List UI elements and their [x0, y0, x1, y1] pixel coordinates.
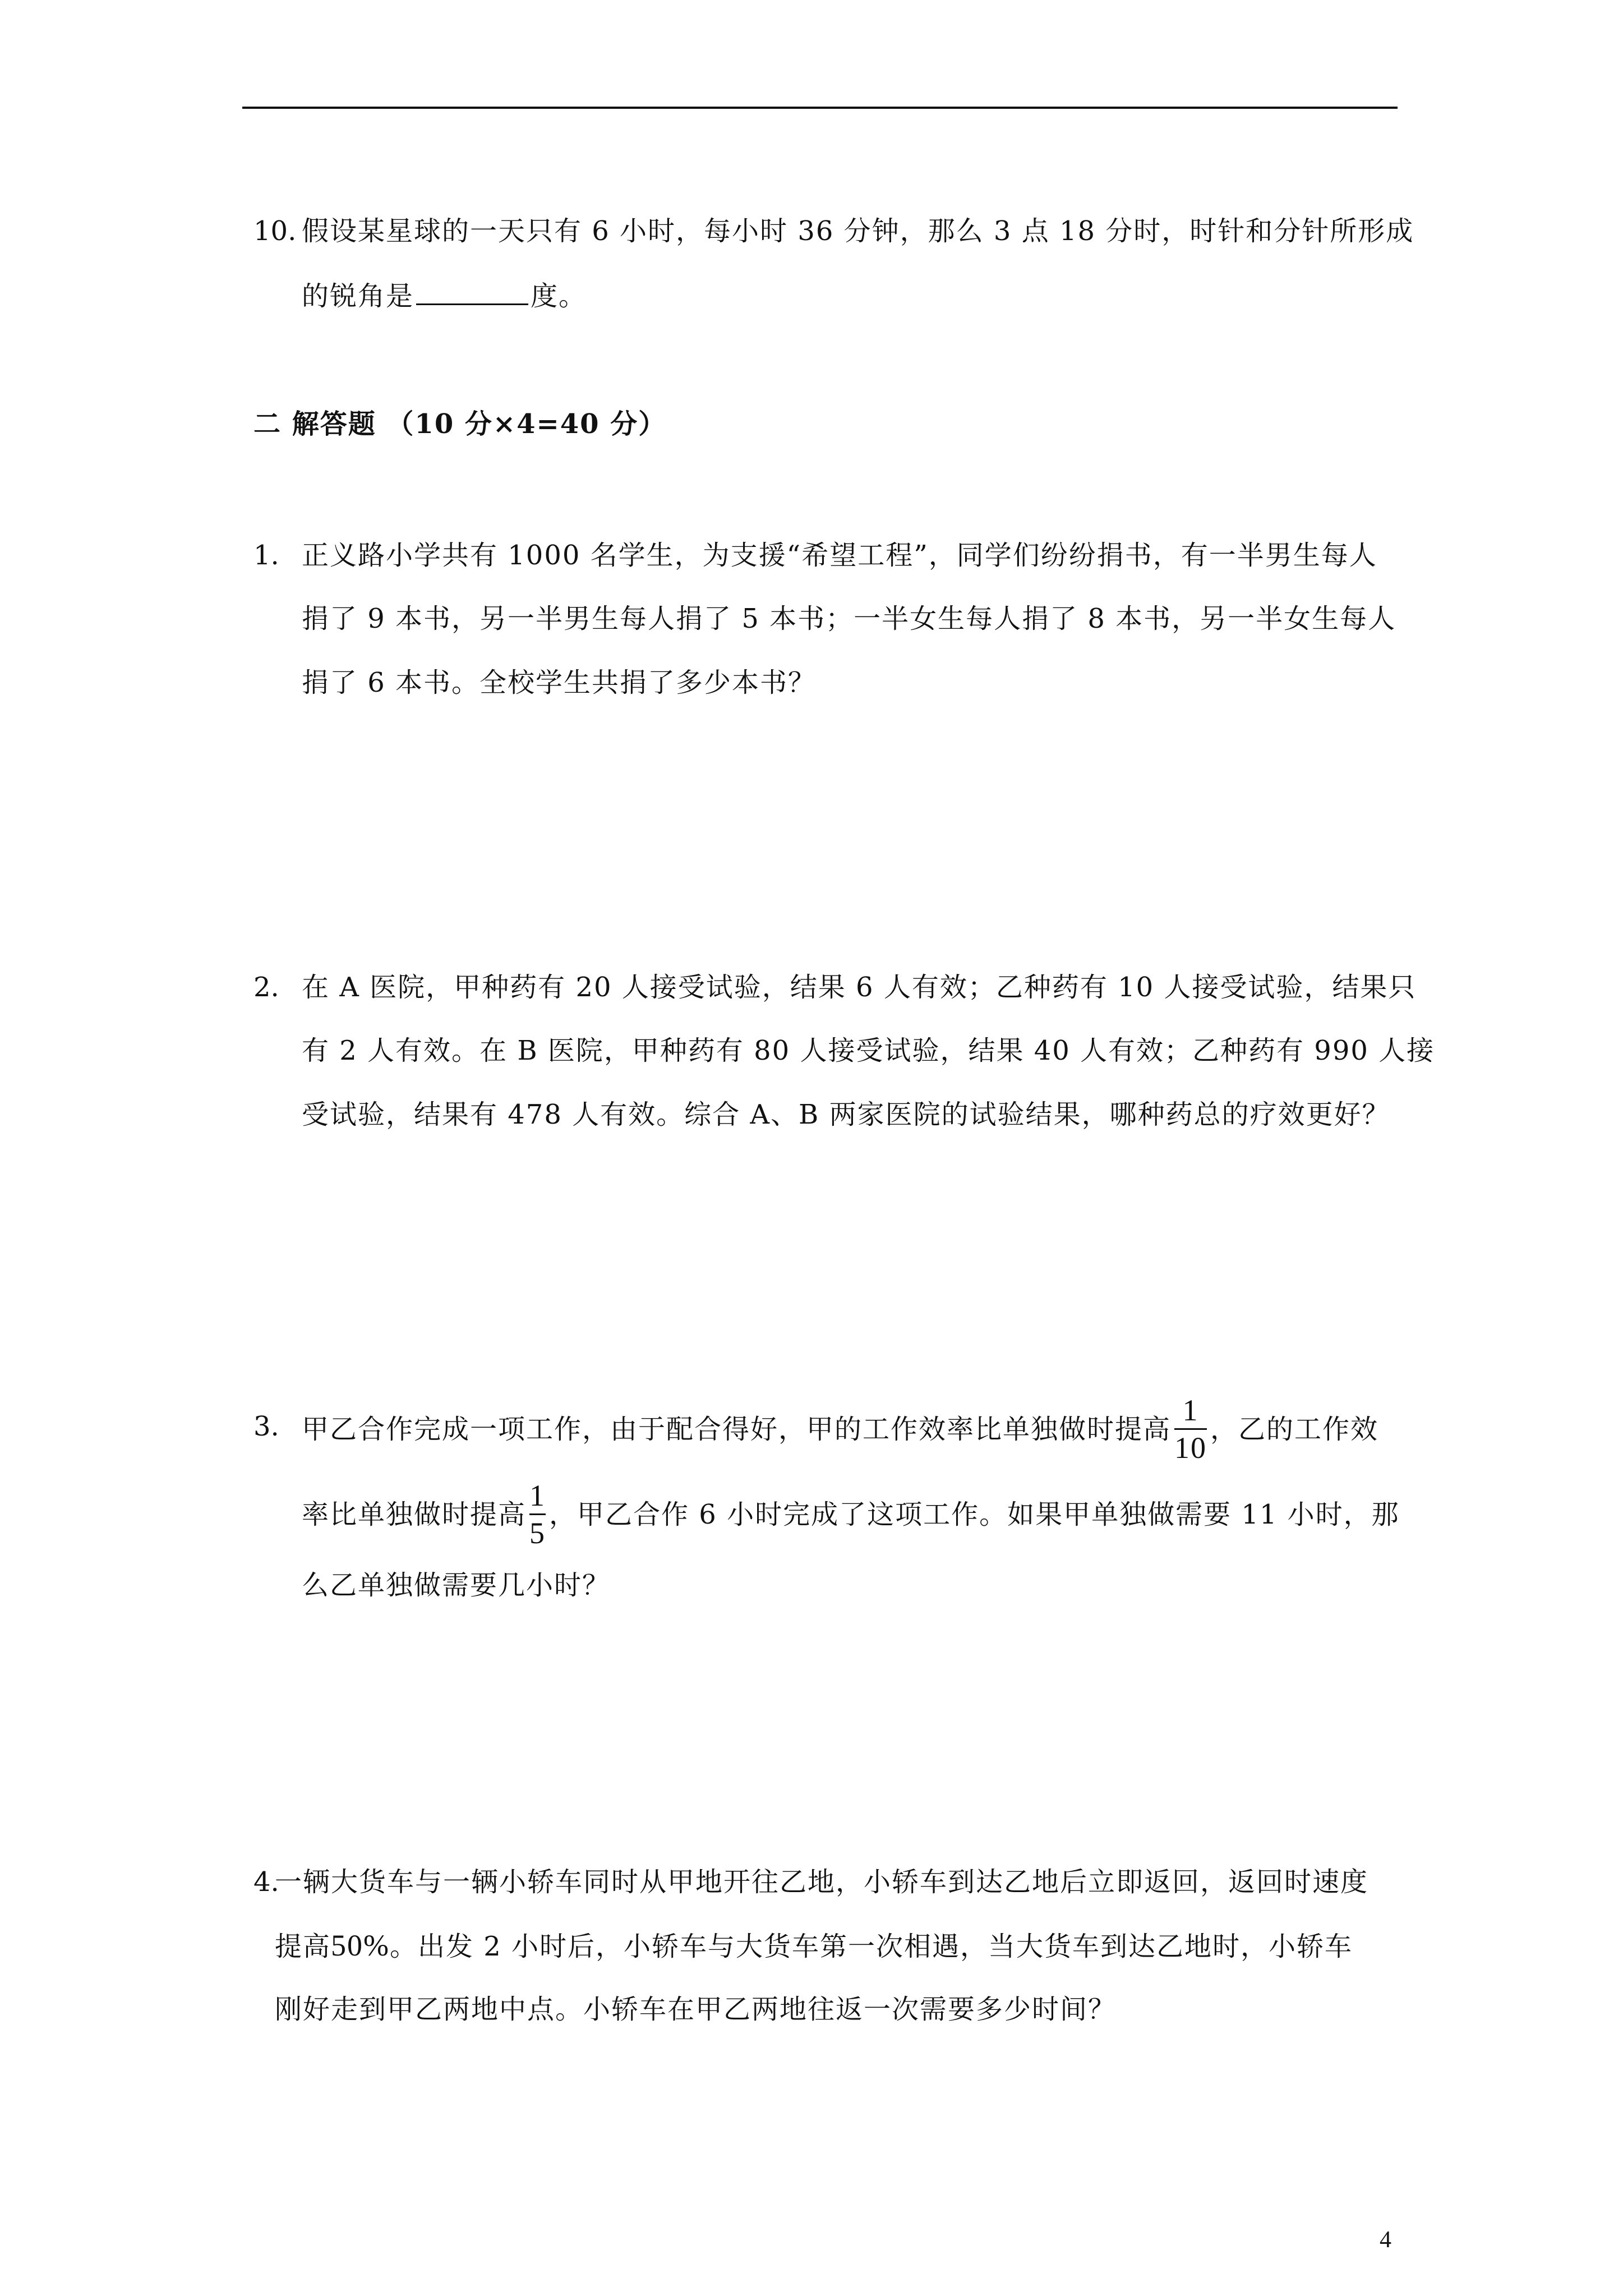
fraction-bar — [529, 1513, 546, 1515]
problem-text-line: 正义路小学共有 1000 名学生，为支援“希望工程”，同学们纷纷捐书，有一半男生每人 — [302, 540, 1377, 571]
problem-number: 3. — [253, 1411, 279, 1442]
problem-number: 1. — [253, 540, 279, 571]
question-text-line: 假设某星球的一天只有 6 小时，每小时 36 分钟，那么 3 点 18 分时，时针和分针所形成 — [302, 215, 1414, 247]
fraction: $\frac{1}{10}$ — [1174, 1393, 1207, 1465]
section-heading: 二 解答题 （10 分×4=40 分） — [253, 408, 667, 440]
question-number: 10. — [253, 215, 297, 247]
header-rule — [242, 107, 1398, 109]
problem-text-line: 受试验，结果有 478 人有效。综合 A、B 两家医院的试验结果，哪种药总的疗效更好？ — [302, 1099, 1390, 1130]
problem-text-line: 么乙单独做需要几小时？ — [302, 1570, 611, 1601]
problem-text-line: 率比单独做时提高 $\frac{1}{5}$ ，甲乙合作 6 小时完成了这项工作。如果甲单独做需要 11 小时，那 — [302, 1479, 1400, 1550]
problem-number: 2. — [253, 972, 279, 1003]
problem-text-line: 有 2 人有效。在 B 医院，甲种药有 80 人接受试验，结果 40 人有效；乙种药有 990 人接 — [302, 1035, 1435, 1066]
fraction: $\frac{1}{5}$ — [529, 1479, 546, 1550]
problem-number: 4. — [253, 1866, 279, 1898]
problem-text-line: 在 A 医院，甲种药有 20 人接受试验，结果 6 人有效；乙种药有 10 人接受试验，结果只 — [302, 972, 1417, 1003]
fraction-bar — [1174, 1428, 1207, 1430]
answer-blank[interactable] — [416, 279, 528, 305]
problem-text-line: 捐了 6 本书。全校学生共捐了多少本书？ — [302, 667, 817, 698]
question-text-line: 的锐角是 度。 — [302, 279, 587, 313]
problem-text-line: 一辆大货车与一辆小轿车同时从甲地开往乙地，小轿车到达乙地后立即返回，返回时速度 — [275, 1866, 1369, 1898]
page-number: 4 — [1380, 2227, 1391, 2253]
problem-text-line: 刚好走到甲乙两地中点。小轿车在甲乙两地往返一次需要多少时间？ — [275, 1994, 1117, 2025]
problem-text-line: 捐了 9 本书，另一半男生每人捐了 5 本书；一半女生每人捐了 8 本书，另一半女生每人 — [302, 603, 1396, 634]
problem-text-line: 甲乙合作完成一项工作，由于配合得好，甲的工作效率比单独做时提高 $\frac{1}{10}$ ，乙的工作效 — [302, 1393, 1379, 1465]
problem-text-line: 提高50%。出发 2 小时后，小轿车与大货车第一次相遇，当大货车到达乙地时，小轿车 — [275, 1929, 1353, 1962]
